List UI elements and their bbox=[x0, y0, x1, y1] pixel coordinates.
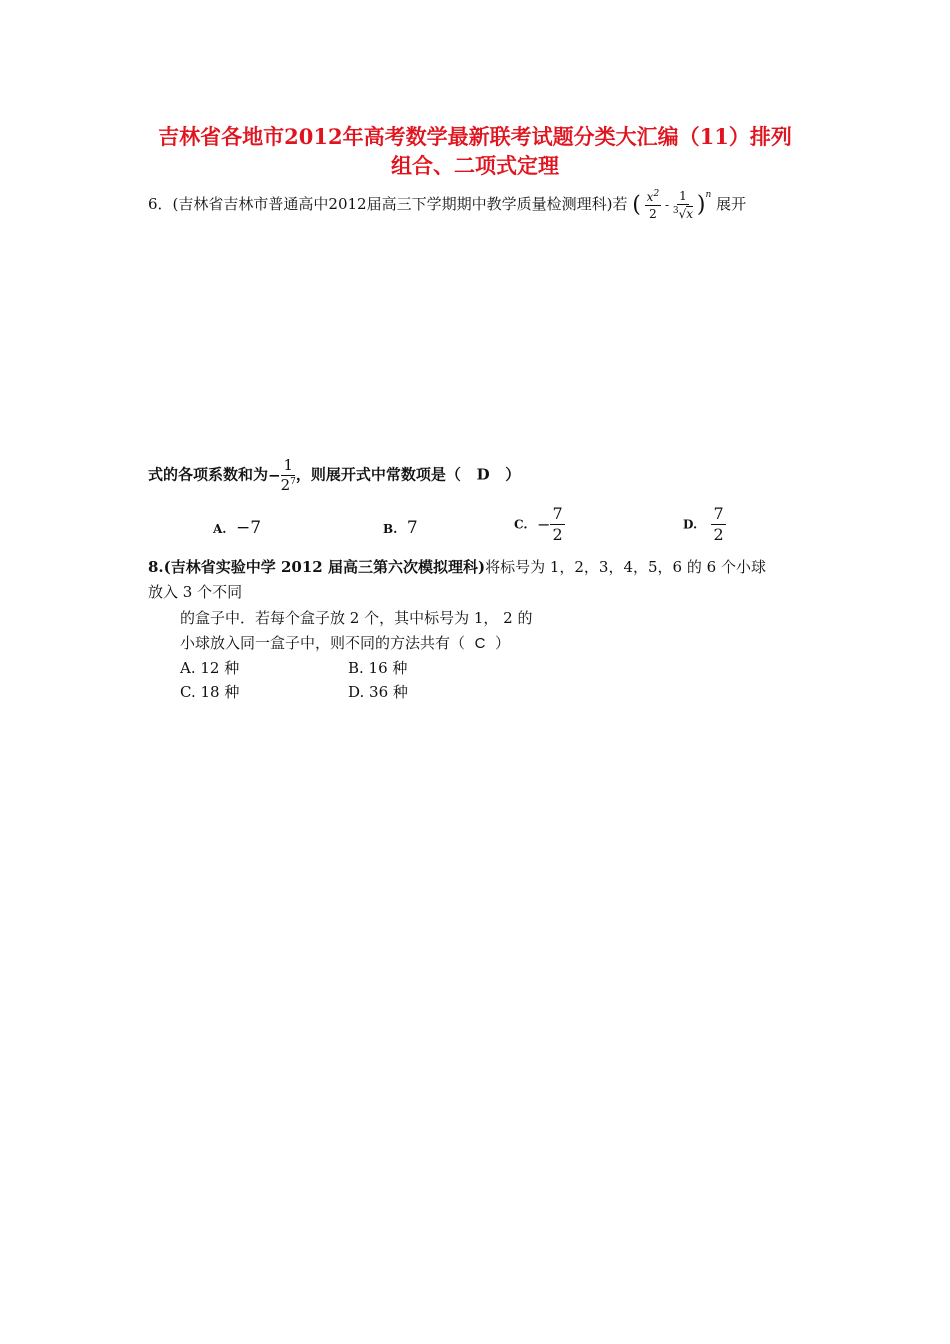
option-c: C. 18 种 bbox=[180, 683, 240, 701]
option-a: A. −7 bbox=[213, 518, 262, 538]
sum-fraction: $\frac{1}{2^7}$ bbox=[280, 456, 296, 494]
question-suffix: 展开 bbox=[716, 195, 747, 213]
question-8-line-4: 小球放入同一盒子中，则不同的方法共有（ C ） bbox=[180, 634, 510, 652]
question-source: (吉林省吉林市普通高中2012届高三下学期期中教学质量检测理科) bbox=[172, 195, 613, 213]
option-d: D. $\frac{7}{2}$ bbox=[683, 504, 724, 544]
option-c: C. − $\frac{7}{2}$ bbox=[514, 504, 563, 544]
expr-fraction-2: $\frac{1}{^3√x}$ bbox=[672, 189, 694, 221]
binomial-expression: ( $\frac{x^2}{2}$ - $\frac{1}{^3√x}$ )$^n$ bbox=[632, 189, 712, 221]
question-6-line-1 bbox=[148, 190, 746, 220]
question-source: (吉林省实验中学 2012 届高三第六次模拟理科) bbox=[163, 558, 486, 576]
title-line-1: 吉林省各地市2012年高考数学最新联考试题分类大汇编（11）排列 bbox=[158, 124, 792, 149]
question-8-line-2: 放入 3 个不同 bbox=[148, 583, 243, 601]
option-d: D. 36 种 bbox=[348, 683, 408, 701]
question-8-line-3: 的盒子中．若每个盒子放 2 个，其中标号为 1， 2 的 bbox=[180, 609, 533, 627]
question-prefix: 若 bbox=[612, 195, 628, 213]
answer-label: C bbox=[474, 635, 486, 652]
option-b: B. 7 bbox=[383, 518, 418, 538]
answer-label: D bbox=[476, 465, 490, 484]
question-6-line-2: 式的各项系数和为− $\frac{1}{2^7}$ ，则展开式中常数项是（ D ） bbox=[148, 456, 521, 494]
question-number: 6． bbox=[148, 195, 173, 213]
question-number: 8. bbox=[148, 558, 164, 576]
question-8-line-1: 8.(吉林省实验中学 2012 届高三第六次模拟理科)将标号为 1，2，3，4，5，6 的 6 个小球 bbox=[148, 558, 766, 576]
option-a: A. 12 种 bbox=[180, 659, 240, 677]
title-line-2: 组合、二项式定理 bbox=[391, 153, 559, 178]
expr-fraction-1: $\frac{x^2}{2}$ bbox=[646, 189, 660, 221]
option-b: B. 16 种 bbox=[348, 659, 408, 677]
